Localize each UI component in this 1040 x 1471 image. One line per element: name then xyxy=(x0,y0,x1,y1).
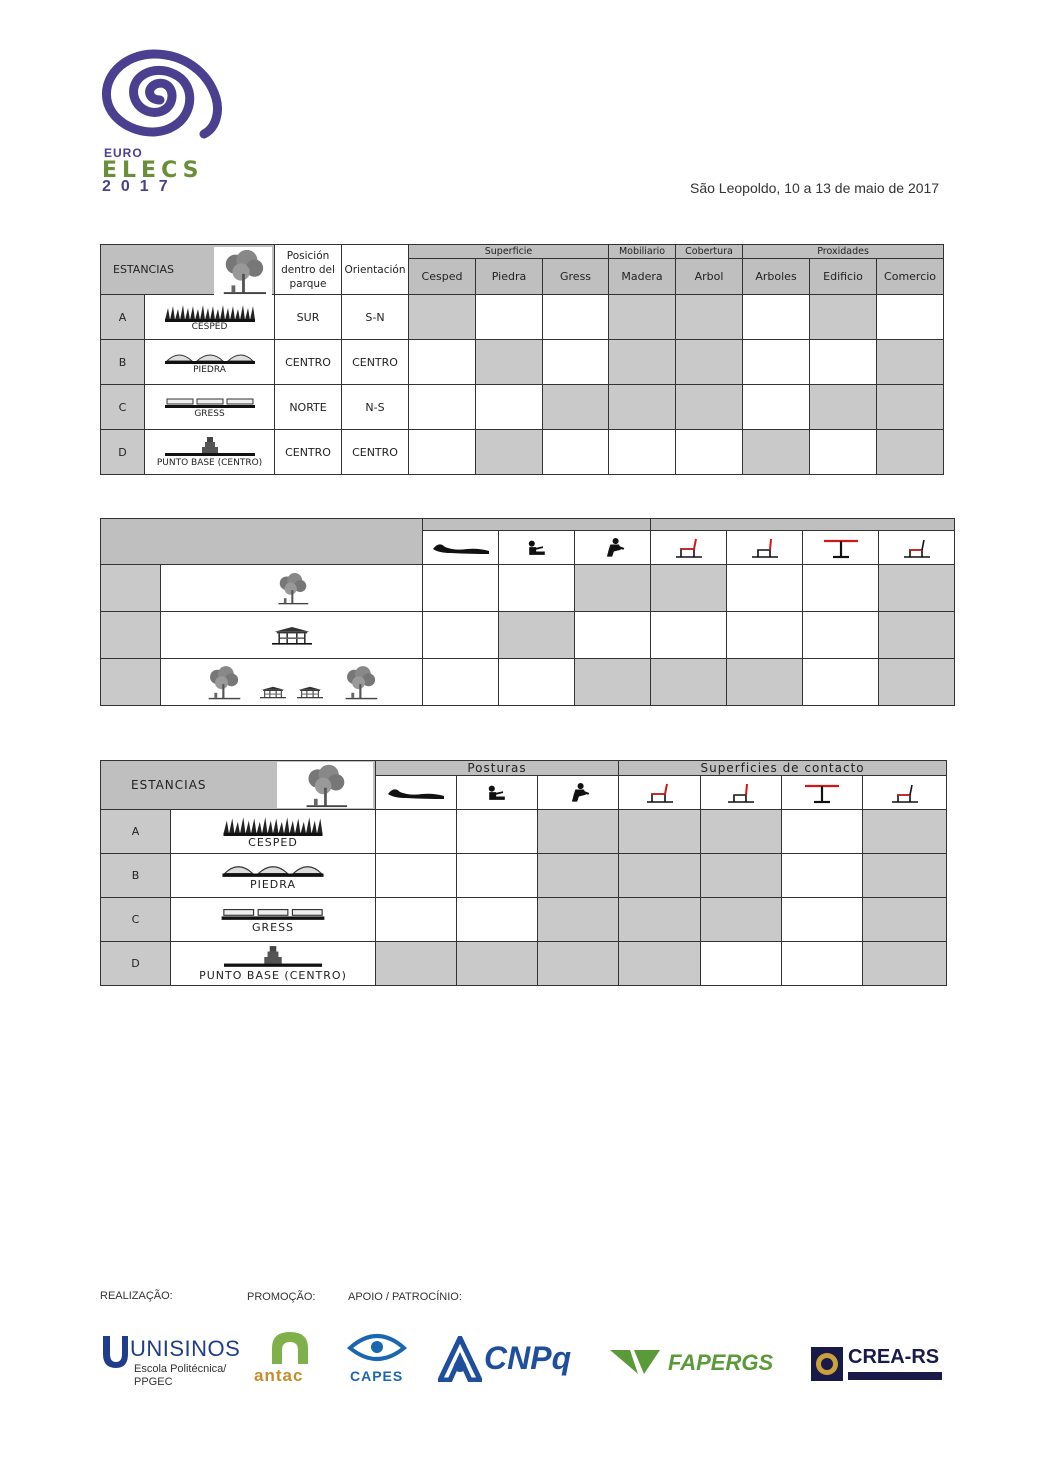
table-row xyxy=(101,612,955,659)
shaded-cell xyxy=(651,565,727,612)
shaded-cell xyxy=(619,898,701,942)
unisinos-sub2: PPGEC xyxy=(134,1376,173,1388)
empty-cell xyxy=(499,659,575,706)
icon-header-cell xyxy=(803,531,879,565)
shaded-cell xyxy=(543,385,609,430)
icon-header-cell xyxy=(499,531,575,565)
capes-logo xyxy=(346,1328,410,1386)
empty-cell xyxy=(376,810,457,854)
bench-high-icon xyxy=(750,537,780,559)
empty-cell xyxy=(701,942,782,986)
shaded-cell xyxy=(538,942,619,986)
shaded-cell xyxy=(877,430,944,475)
table-row xyxy=(101,340,944,385)
posicion-cell: CENTRO xyxy=(275,430,342,475)
table-row xyxy=(101,385,944,430)
icon-header-cell xyxy=(538,776,619,810)
stones-icon xyxy=(165,349,255,365)
tiles-icon xyxy=(165,395,255,409)
surface-label: GRESS xyxy=(194,409,225,419)
tiles-icon xyxy=(203,905,343,921)
grass-icon xyxy=(203,814,343,836)
shaded-cell xyxy=(619,854,701,898)
chair-icon xyxy=(902,537,932,559)
empty-cell xyxy=(376,898,457,942)
empty-cell xyxy=(782,898,863,942)
subheader-cell: Edificio xyxy=(810,259,877,295)
empty-cell xyxy=(782,810,863,854)
pavilion-icon xyxy=(297,684,323,700)
apoio-label: APOIO / PATROCÍNIO: xyxy=(348,1291,462,1303)
empty-cell xyxy=(877,295,944,340)
empty-cell xyxy=(376,854,457,898)
empty-cell xyxy=(676,430,743,475)
empty-cell xyxy=(743,385,810,430)
table-row xyxy=(101,898,947,942)
lying-posture-icon xyxy=(431,539,491,557)
surface-label: PIEDRA xyxy=(193,365,226,375)
posturas-group: Posturas xyxy=(376,761,619,776)
estancias-table-3 xyxy=(100,760,947,986)
shaded-cell xyxy=(457,942,538,986)
shaded-cell xyxy=(879,565,955,612)
empty-cell xyxy=(409,430,476,475)
tree-icon xyxy=(214,247,272,295)
table-row xyxy=(101,854,947,898)
cnpq-logo xyxy=(438,1336,588,1386)
icon-header-cell xyxy=(423,531,499,565)
sitting-ground-posture-icon xyxy=(484,784,510,802)
crea-subtitle-bar xyxy=(848,1372,942,1380)
row-id: D xyxy=(101,430,145,475)
orientacion-cell: S-N xyxy=(342,295,409,340)
euroelecs-logo xyxy=(98,48,228,198)
bench-high-icon xyxy=(726,782,756,804)
base-point-icon xyxy=(165,436,255,458)
shaded-cell xyxy=(863,942,947,986)
shaded-cell xyxy=(619,810,701,854)
shaded-cell xyxy=(651,659,727,706)
pavilion-icon xyxy=(260,684,286,700)
shaded-cell xyxy=(810,385,877,430)
subheader-cell: Cesped xyxy=(409,259,476,295)
subheader-cell: Arboles xyxy=(743,259,810,295)
shaded-cell xyxy=(376,942,457,986)
grass-icon xyxy=(165,302,255,322)
shaded-cell xyxy=(727,659,803,706)
subheader-cell: Comercio xyxy=(877,259,944,295)
empty-cell xyxy=(810,430,877,475)
superficies-group: Superficies de contacto xyxy=(619,761,947,776)
empty-cell xyxy=(803,659,879,706)
empty-cell xyxy=(423,565,499,612)
capes-eye-icon xyxy=(346,1328,408,1364)
table-icon xyxy=(821,537,861,559)
icon-header-cell xyxy=(619,776,701,810)
table2-furniture-group xyxy=(651,519,955,531)
shaded-cell xyxy=(701,898,782,942)
empty-cell xyxy=(476,295,543,340)
empty-cell xyxy=(543,430,609,475)
posicion-cell: NORTE xyxy=(275,385,342,430)
unisinos-logo xyxy=(100,1330,240,1390)
shaded-cell xyxy=(609,340,676,385)
row-marker xyxy=(101,565,161,612)
shaded-cell xyxy=(476,340,543,385)
shaded-cell xyxy=(810,295,877,340)
orientacion-cell: CENTRO xyxy=(342,430,409,475)
tree-icon xyxy=(333,664,387,700)
table-row xyxy=(101,430,944,475)
empty-cell xyxy=(782,854,863,898)
row-id: C xyxy=(101,385,145,430)
row-id: A xyxy=(101,295,145,340)
shaded-cell xyxy=(676,295,743,340)
proxidades-group: Proxidades xyxy=(743,245,944,259)
empty-cell xyxy=(543,340,609,385)
surface-label: PIEDRA xyxy=(249,878,297,891)
row-id: C xyxy=(101,898,171,942)
crea-name: CREA-RS xyxy=(848,1346,940,1368)
icon-header-cell xyxy=(727,531,803,565)
subheader-cell: Madera xyxy=(609,259,676,295)
shaded-cell xyxy=(538,810,619,854)
stones-icon xyxy=(203,860,343,878)
shaded-cell xyxy=(476,430,543,475)
empty-cell xyxy=(727,565,803,612)
antac-name: antac xyxy=(254,1366,304,1385)
posicion-cell: CENTRO xyxy=(275,340,342,385)
cobertura-group: Cobertura xyxy=(676,245,743,259)
fapergs-logo xyxy=(610,1344,790,1384)
shaded-cell xyxy=(879,612,955,659)
trees-landscape-image xyxy=(161,571,422,605)
subheader-cell: Arbol xyxy=(676,259,743,295)
logo-line3: 2017 xyxy=(102,178,178,195)
antac-logo xyxy=(254,1330,324,1386)
cnpq-emblem-icon xyxy=(438,1336,482,1382)
row-id: B xyxy=(101,340,145,385)
row-id: A xyxy=(101,810,171,854)
shaded-cell xyxy=(676,385,743,430)
table-icon xyxy=(802,782,842,804)
cnpq-name: CNPq xyxy=(484,1340,572,1376)
event-date: São Leopoldo, 10 a 13 de maio de 2017 xyxy=(690,180,940,196)
table-row xyxy=(101,565,955,612)
empty-cell xyxy=(423,612,499,659)
empty-cell xyxy=(727,612,803,659)
table-row xyxy=(101,942,947,986)
subheader-cell: Gress xyxy=(543,259,609,295)
surface-image-cell xyxy=(171,854,376,898)
empty-cell xyxy=(810,340,877,385)
unisinos-u-icon xyxy=(100,1332,130,1368)
tree-icon xyxy=(196,664,250,700)
shaded-cell xyxy=(676,340,743,385)
surface-image-cell xyxy=(145,430,275,475)
orientacion-header: Orientación xyxy=(342,245,409,295)
crouching-posture-icon xyxy=(565,782,591,804)
icon-header-cell xyxy=(879,531,955,565)
icon-header-cell xyxy=(863,776,947,810)
table2-postures-group xyxy=(423,519,651,531)
unisinos-name: UNISINOS xyxy=(130,1336,241,1361)
empty-cell xyxy=(457,810,538,854)
estancias-label-3: ESTANCIAS xyxy=(131,778,207,792)
surface-label: CESPED xyxy=(248,836,298,849)
bench-low-icon xyxy=(674,537,704,559)
empty-cell xyxy=(575,612,651,659)
orientacion-cell: CENTRO xyxy=(342,340,409,385)
empty-cell xyxy=(609,430,676,475)
estancias-header-3 xyxy=(101,761,376,810)
posicion-header: Posición dentro del parque xyxy=(275,245,342,295)
icon-header-cell xyxy=(782,776,863,810)
row-marker xyxy=(101,612,161,659)
scene-image-cell xyxy=(161,659,423,706)
empty-cell xyxy=(803,612,879,659)
empty-cell xyxy=(423,659,499,706)
surface-image-cell xyxy=(171,898,376,942)
empty-cell xyxy=(457,854,538,898)
surface-label: PUNTO BASE (CENTRO) xyxy=(156,458,263,468)
orientacion-cell: N-S xyxy=(342,385,409,430)
surface-image-cell xyxy=(171,942,376,986)
row-marker xyxy=(101,659,161,706)
scene-image-cell xyxy=(161,612,423,659)
base-point-icon xyxy=(203,945,343,969)
crea-seal-icon xyxy=(810,1346,844,1382)
surface-image-cell xyxy=(145,295,275,340)
empty-cell xyxy=(409,340,476,385)
bench-low-icon xyxy=(645,782,675,804)
estancias-label: ESTANCIAS xyxy=(113,263,174,276)
mobiliario-group: Mobiliario xyxy=(609,245,676,259)
shaded-cell xyxy=(609,295,676,340)
shaded-cell xyxy=(701,810,782,854)
empty-cell xyxy=(499,565,575,612)
sitting-ground-posture-icon xyxy=(524,539,550,557)
logo-line1: EURO xyxy=(104,146,143,160)
shaded-cell xyxy=(538,898,619,942)
surface-label: GRESS xyxy=(251,921,295,934)
icon-header-cell xyxy=(651,531,727,565)
tree-icon xyxy=(252,571,332,605)
empty-cell xyxy=(651,612,727,659)
capes-name: CAPES xyxy=(350,1368,404,1384)
shaded-cell xyxy=(879,659,955,706)
shaded-cell xyxy=(863,898,947,942)
shaded-cell xyxy=(619,942,701,986)
crea-logo xyxy=(810,1346,942,1386)
shaded-cell xyxy=(575,659,651,706)
shaded-cell xyxy=(863,810,947,854)
empty-cell xyxy=(543,295,609,340)
icon-header-cell xyxy=(376,776,457,810)
realizacao-label: REALIZAÇÃO: xyxy=(100,1290,173,1302)
estancias-header xyxy=(101,245,275,295)
shaded-cell xyxy=(877,340,944,385)
icon-header-cell xyxy=(457,776,538,810)
subheader-cell: Piedra xyxy=(476,259,543,295)
shaded-cell xyxy=(538,854,619,898)
icon-header-cell xyxy=(701,776,782,810)
empty-cell xyxy=(457,898,538,942)
surface-image-cell xyxy=(145,385,275,430)
lying-posture-icon xyxy=(386,784,446,802)
shaded-cell xyxy=(499,612,575,659)
crouching-posture-icon xyxy=(600,537,626,559)
shaded-cell xyxy=(863,854,947,898)
estancias-table-1 xyxy=(100,244,944,475)
unisinos-sub1: Escola Politécnica/ xyxy=(134,1363,227,1375)
tree-icon xyxy=(277,762,373,808)
empty-cell xyxy=(476,385,543,430)
shaded-cell xyxy=(743,430,810,475)
table-row xyxy=(101,659,955,706)
estancias-table-2 xyxy=(100,518,955,706)
shaded-cell xyxy=(409,295,476,340)
spiral-logo-icon xyxy=(98,48,228,148)
empty-cell xyxy=(803,565,879,612)
park-panorama-image xyxy=(161,664,422,700)
shaded-cell xyxy=(701,854,782,898)
icon-header-cell xyxy=(575,531,651,565)
promocao-label: PROMOÇÃO: xyxy=(247,1291,316,1303)
shaded-cell xyxy=(877,385,944,430)
pavilion-icon xyxy=(272,624,312,646)
posicion-cell: SUR xyxy=(275,295,342,340)
fapergs-emblem-icon xyxy=(610,1348,662,1376)
surface-image-cell xyxy=(145,340,275,385)
empty-cell xyxy=(409,385,476,430)
table2-corner xyxy=(101,519,423,565)
row-id: B xyxy=(101,854,171,898)
table-row xyxy=(101,810,947,854)
row-id: D xyxy=(101,942,171,986)
table-row xyxy=(101,295,944,340)
logo-line2: ELECS xyxy=(102,158,204,183)
surface-label: CESPED xyxy=(191,322,228,332)
shaded-cell xyxy=(575,565,651,612)
chair-icon xyxy=(890,782,920,804)
antac-arch-icon xyxy=(268,1330,312,1364)
empty-cell xyxy=(743,295,810,340)
superficie-group: Superficie xyxy=(409,245,609,259)
surface-image-cell xyxy=(171,810,376,854)
surface-label: PUNTO BASE (CENTRO) xyxy=(199,969,347,982)
empty-cell xyxy=(782,942,863,986)
empty-cell xyxy=(743,340,810,385)
shaded-cell xyxy=(609,385,676,430)
fapergs-name: FAPERGS xyxy=(668,1350,774,1375)
scene-image-cell xyxy=(161,565,423,612)
